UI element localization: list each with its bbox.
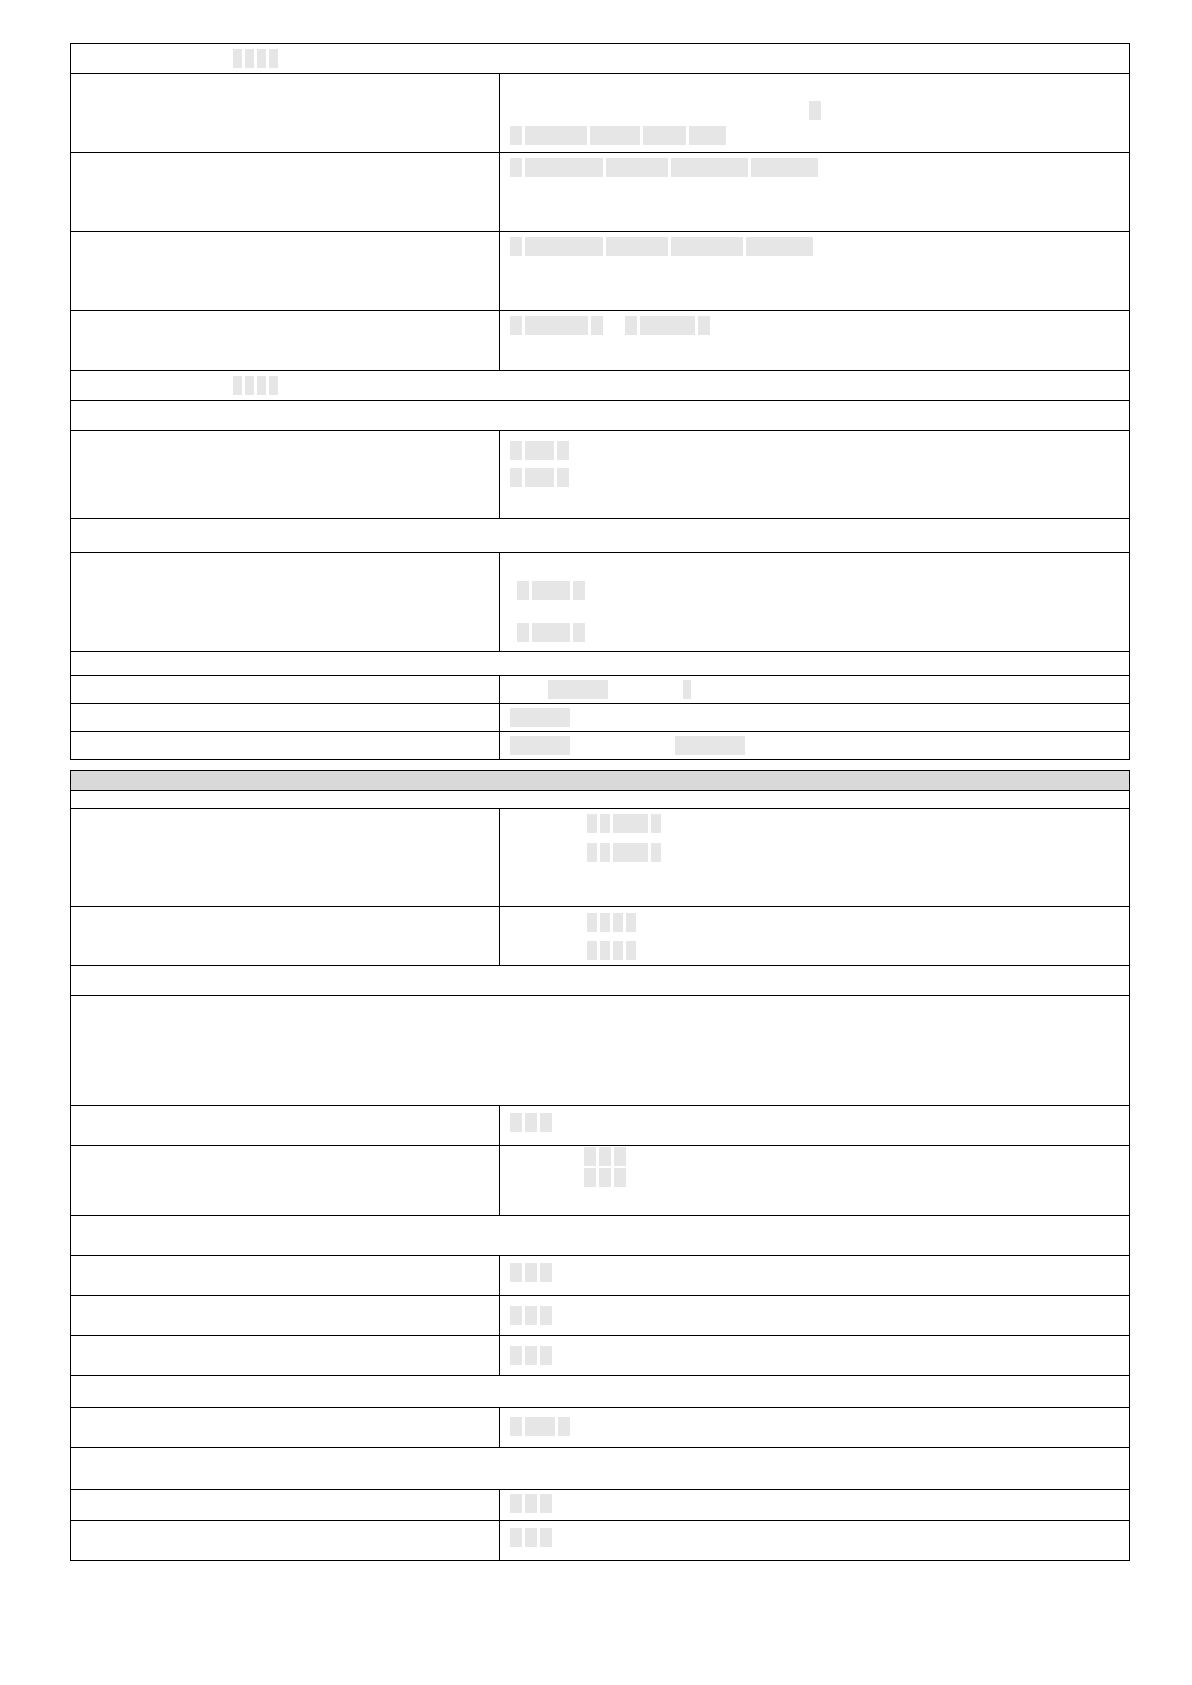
text-block-row <box>71 996 1130 1106</box>
section-header-row <box>71 44 1130 74</box>
form-row <box>71 74 1130 153</box>
subsection-row <box>71 1216 1130 1256</box>
form-row <box>71 907 1130 966</box>
form-row <box>71 1146 1130 1216</box>
subsection-row <box>71 519 1130 553</box>
form-row <box>71 232 1130 311</box>
form-row <box>71 1296 1130 1336</box>
subsection-row <box>71 791 1130 809</box>
section-header-row <box>71 371 1130 401</box>
form-row <box>71 1521 1130 1561</box>
gray-header-bar <box>71 771 1130 791</box>
form-row <box>71 553 1130 652</box>
subsection-row <box>71 1376 1130 1408</box>
form-row <box>71 676 1130 704</box>
form-row <box>71 1336 1130 1376</box>
form-row <box>71 1106 1130 1146</box>
form-row <box>71 704 1130 732</box>
form-row <box>71 311 1130 371</box>
form-row <box>71 809 1130 907</box>
subsection-row <box>71 966 1130 996</box>
form-row <box>71 153 1130 232</box>
form-table-top <box>70 43 1130 760</box>
form-row <box>71 732 1130 760</box>
form-row <box>71 431 1130 519</box>
form-row <box>71 1490 1130 1521</box>
subsection-row <box>71 401 1130 431</box>
subsection-row <box>71 1448 1130 1490</box>
form-table-bottom <box>70 770 1130 1561</box>
form-row <box>71 1408 1130 1448</box>
subsection-row <box>71 652 1130 676</box>
form-row <box>71 1256 1130 1296</box>
